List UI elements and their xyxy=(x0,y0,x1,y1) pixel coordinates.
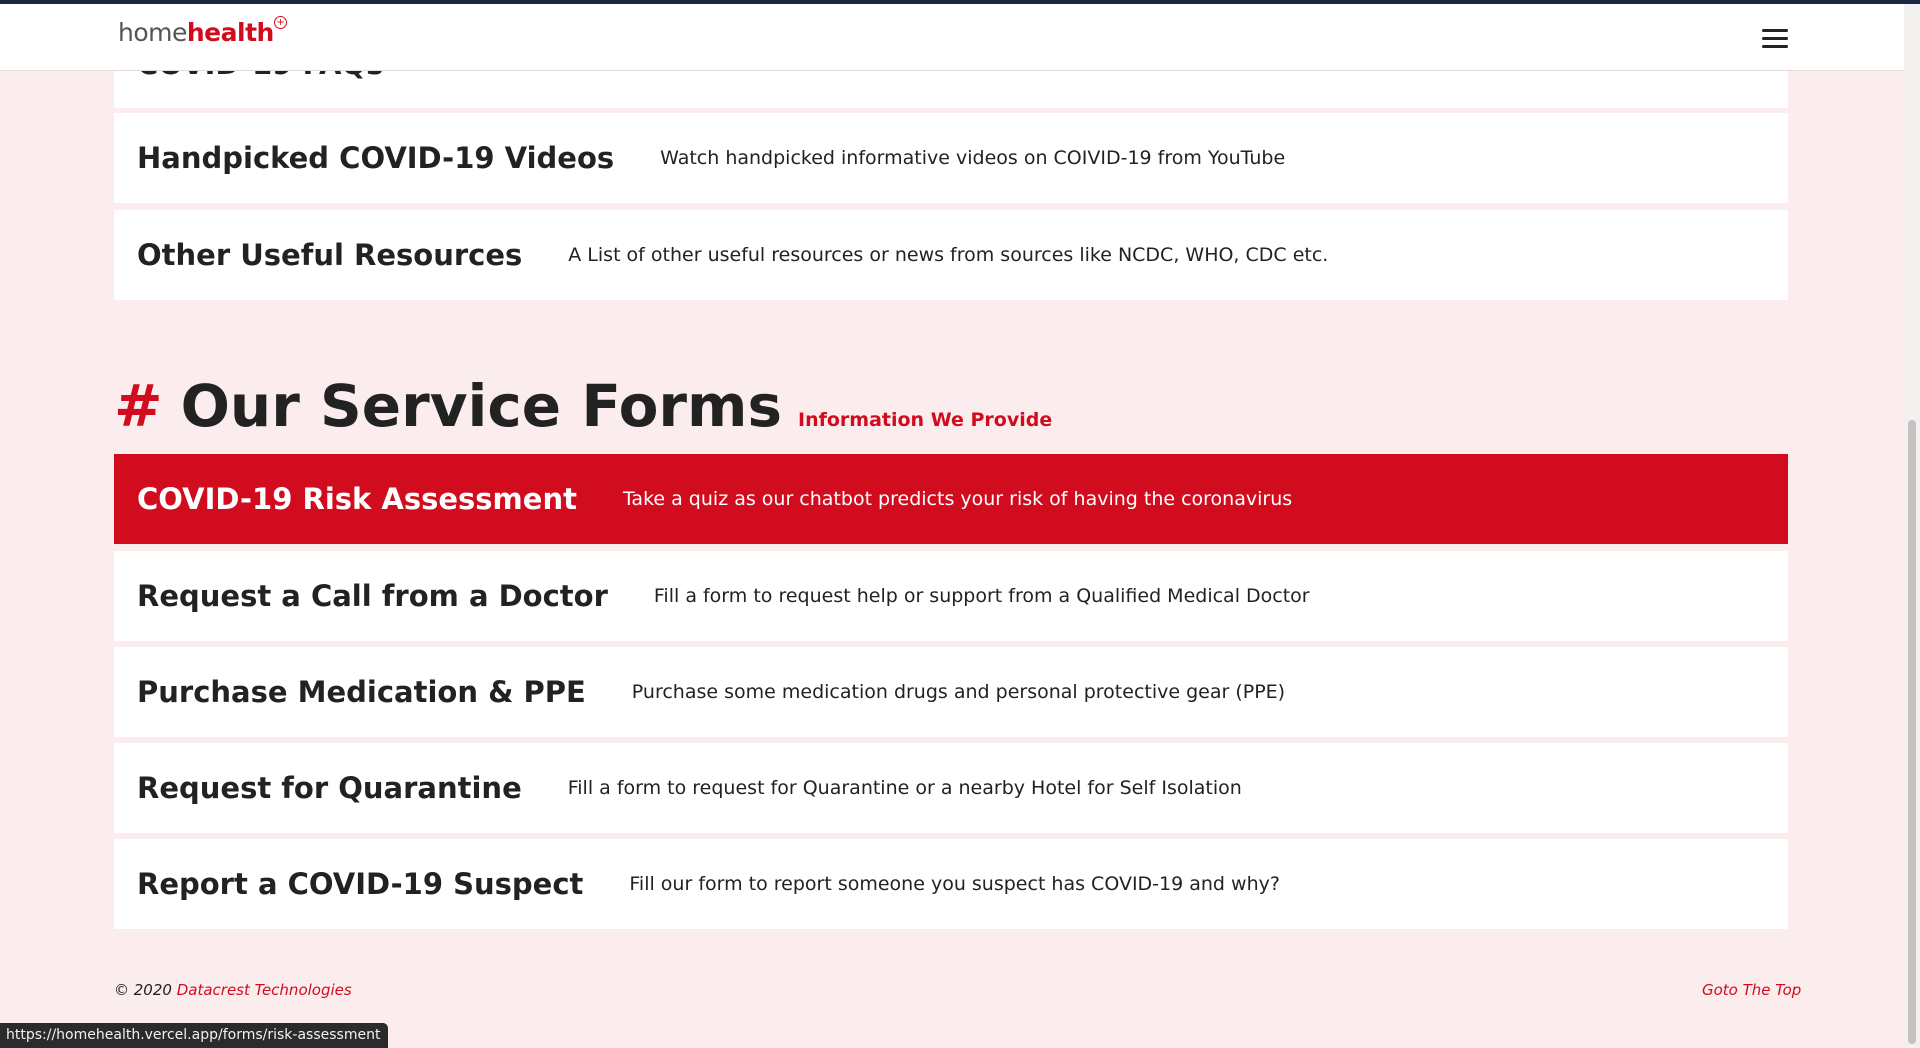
service-title: Report a COVID-19 Suspect xyxy=(137,867,584,901)
service-description: Purchase some medication drugs and personal protective gear (PPE) xyxy=(631,681,1286,703)
resource-description: A List of other useful resources or news from sources like NCDC, WHO, CDC etc. xyxy=(568,244,1329,266)
goto-top-link[interactable]: Goto The Top xyxy=(1702,981,1802,999)
service-card-purchase-medication[interactable] xyxy=(114,647,1788,737)
section-subtitle: Information We Provide xyxy=(798,409,1053,431)
service-card-quarantine[interactable] xyxy=(114,743,1788,833)
service-description: Fill a form to request for Quarantine or a nearby Hotel for Self Isolation xyxy=(567,777,1242,799)
resource-card-videos[interactable] xyxy=(114,113,1788,203)
resource-description: Watch handpicked informative videos on COIVID-19 from YouTube xyxy=(660,147,1286,169)
company-link[interactable]: Datacrest Technologies xyxy=(176,981,352,999)
service-title: Purchase Medication & PPE xyxy=(137,675,586,709)
hamburger-menu-icon[interactable] xyxy=(1762,29,1788,51)
site-header xyxy=(0,4,1904,71)
hash-symbol: # xyxy=(114,372,163,440)
resource-card-other[interactable] xyxy=(114,210,1788,300)
service-card-request-doctor[interactable] xyxy=(114,551,1788,641)
logo-home-text: home xyxy=(118,18,187,47)
service-title: Request a Call from a Doctor xyxy=(137,579,608,613)
resource-title: Other Useful Resources xyxy=(137,238,523,272)
homehealth-logo[interactable] xyxy=(118,17,285,47)
service-title: COVID-19 Risk Assessment xyxy=(137,482,577,516)
copyright-text: © 2020 xyxy=(114,981,177,999)
logo-health-text: health xyxy=(186,18,274,47)
section-title: Our Service Forms xyxy=(180,372,782,440)
resource-title: Handpicked COVID-19 Videos xyxy=(137,141,615,175)
footer-copyright xyxy=(114,981,352,999)
medical-cross-icon: + xyxy=(274,16,287,29)
service-description: Fill a form to request help or support from a Qualified Medical Doctor xyxy=(653,585,1310,607)
service-title: Request for Quarantine xyxy=(137,771,522,805)
service-description: Take a quiz as our chatbot predicts your risk of having the coronavirus xyxy=(622,488,1293,510)
browser-status-url: https://homehealth.vercel.app/forms/risk-assessment xyxy=(0,1023,388,1048)
service-card-report-suspect[interactable] xyxy=(114,839,1788,929)
service-card-risk-assessment[interactable] xyxy=(114,454,1788,544)
scrollbar-thumb[interactable] xyxy=(1908,420,1916,1044)
section-heading xyxy=(114,372,1052,440)
service-description: Fill our form to report someone you suspect has COVID-19 and why? xyxy=(629,873,1280,895)
